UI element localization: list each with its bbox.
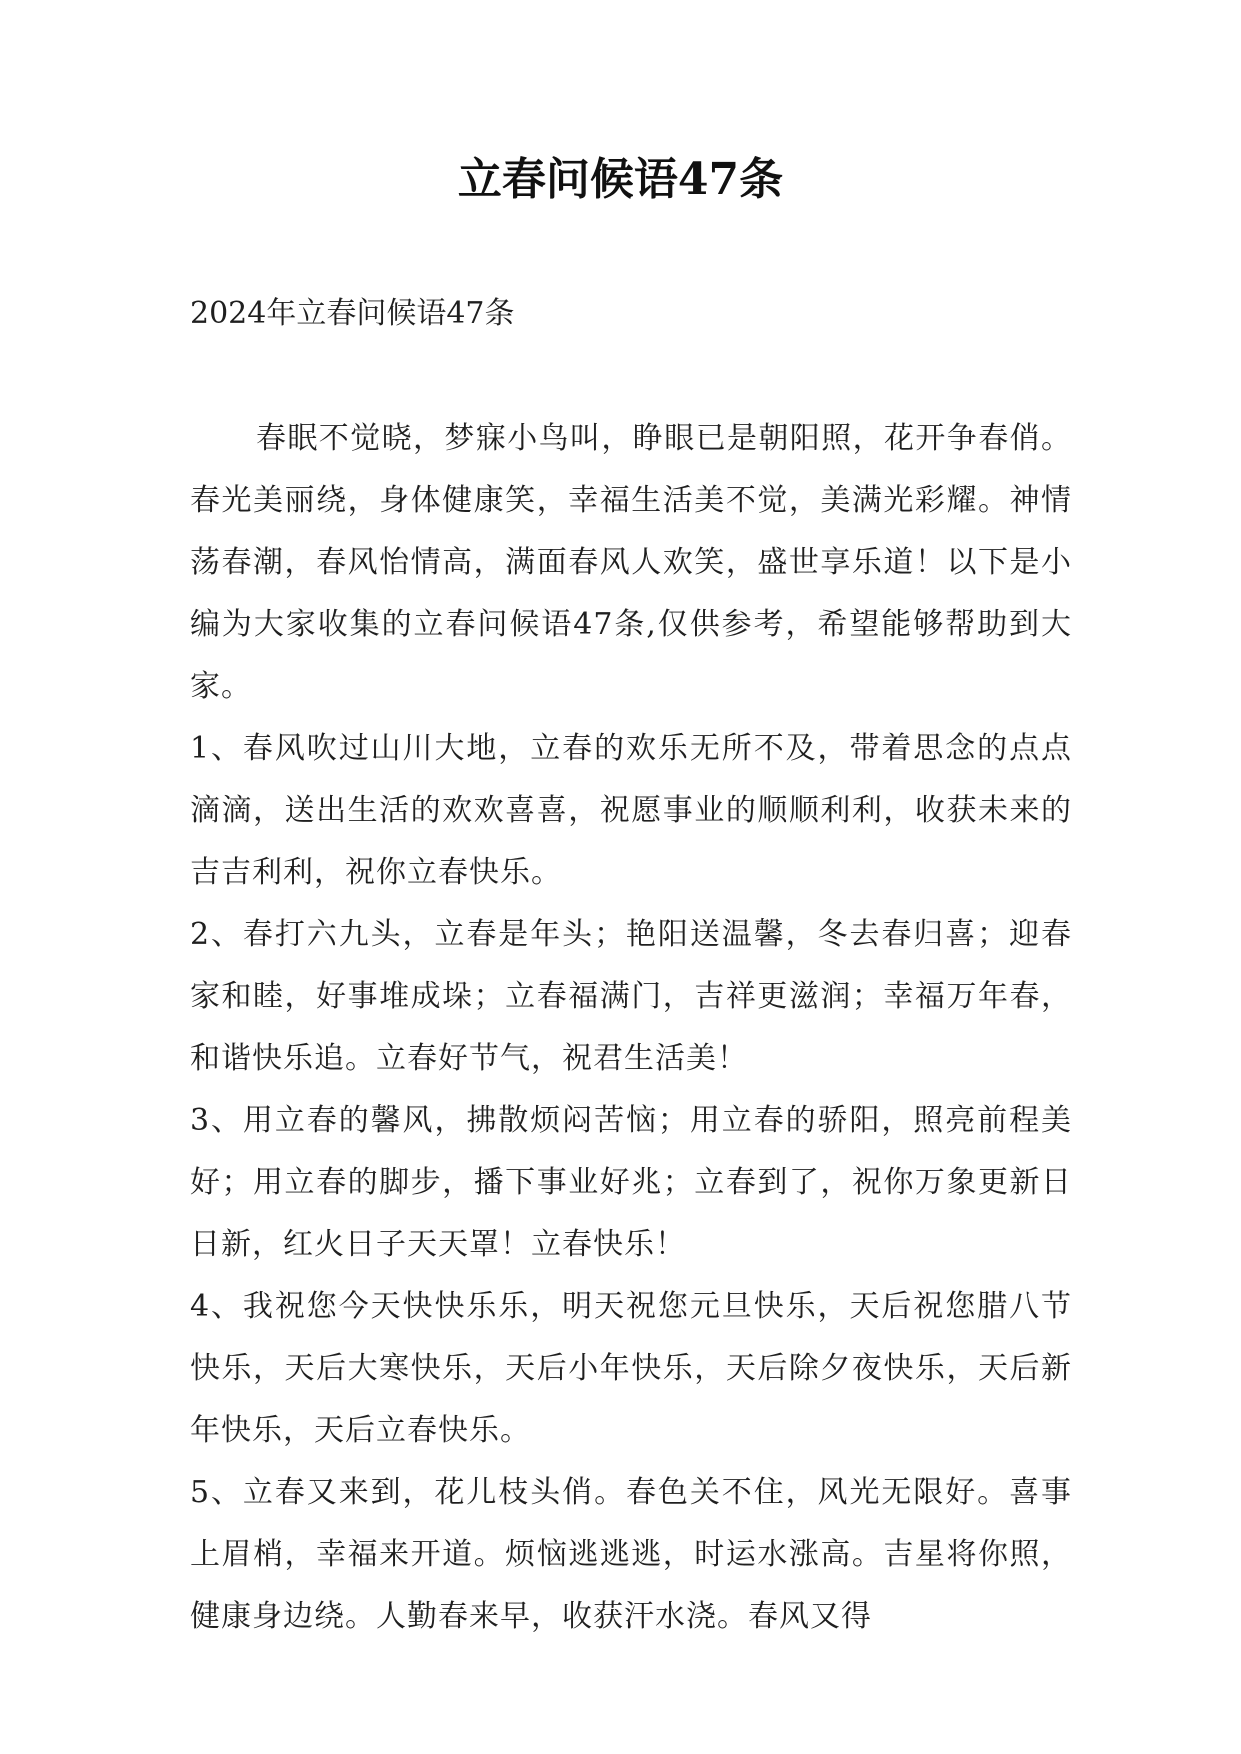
list-item: 4、我祝您今天快快乐乐，明天祝您元旦快乐，天后祝您腊八节快乐，天后大寒快乐，天后小年快乐，天后除夕夜快乐，天后新年快乐，天后立春快乐。 bbox=[190, 1289, 1072, 1448]
document-body bbox=[190, 408, 1072, 1648]
document-title: 立春问候语47条 bbox=[457, 154, 784, 205]
list-item: 3、用立春的馨风，拂散烦闷苦恼；用立春的骄阳，照亮前程美好；用立春的脚步，播下事业好兆；立春到了，祝你万象更新日日新，红火日子天天罩！立春快乐！ bbox=[190, 1103, 1072, 1262]
list-item: 2、春打六九头，立春是年头；艳阳送温馨，冬去春归喜；迎春家和睦，好事堆成垛；立春福满门，吉祥更滋润；幸福万年春，和谐快乐追。立春好节气，祝君生活美！ bbox=[190, 917, 1072, 1076]
list-item: 5、立春又来到，花儿枝头俏。春色关不住，风光无限好。喜事上眉梢，幸福来开道。烦恼逃逃逃，时运水涨高。吉星将你照，健康身边绕。人勤春来早，收获汗水浇。春风又得 bbox=[190, 1475, 1072, 1634]
document-subtitle: 2024年立春问候语47条 bbox=[190, 296, 515, 331]
intro-paragraph: 春眠不觉晓，梦寐小鸟叫，睁眼已是朝阳照，花开争春俏。春光美丽绕，身体健康笑，幸福生活美不觉，美满光彩耀。神情荡春潮，春风怡情高，满面春风人欢笑，盛世享乐道！以下是小编为大家收集的立春问候语47条,仅供参考，希望能够帮助到大家。 bbox=[190, 421, 1072, 704]
list-item: 1、春风吹过山川大地，立春的欢乐无所不及，带着思念的点点滴滴，送出生活的欢欢喜喜，祝愿事业的顺顺利利，收获未来的吉吉利利，祝你立春快乐。 bbox=[190, 731, 1072, 890]
